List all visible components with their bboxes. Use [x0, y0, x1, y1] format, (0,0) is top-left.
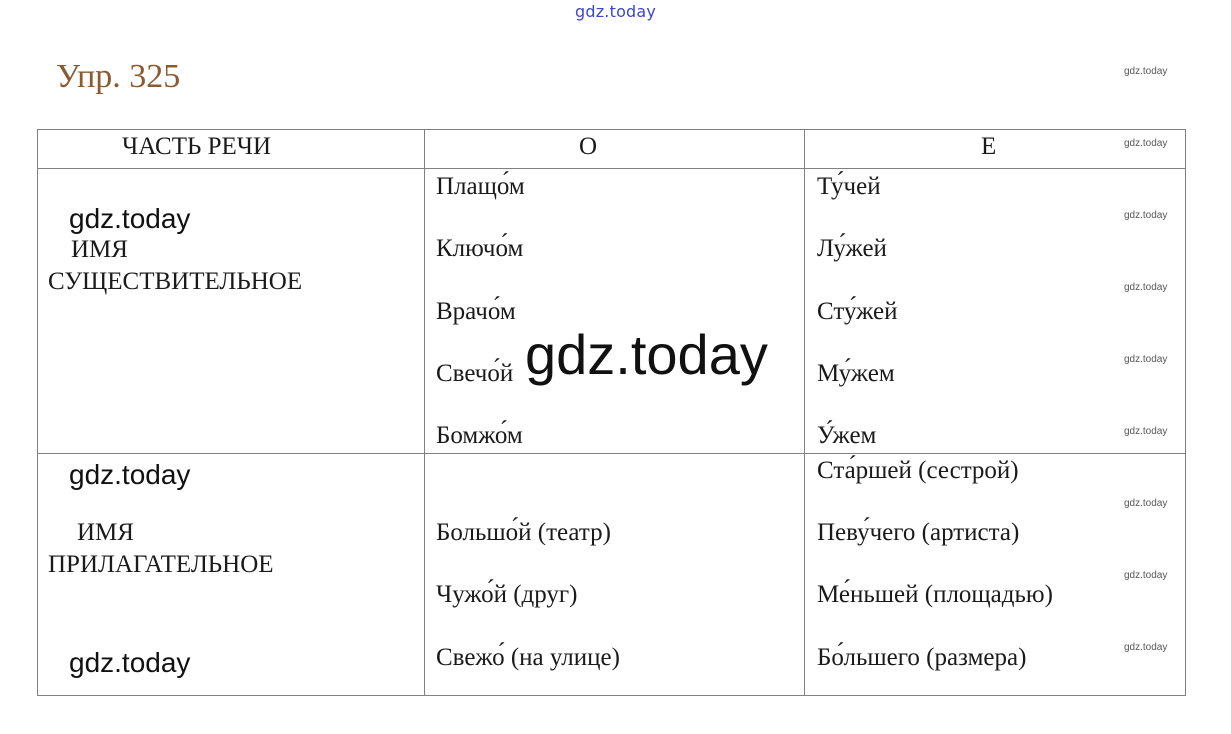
part-of-speech-label: ИМЯ	[71, 236, 128, 263]
table-border-right	[1185, 129, 1186, 696]
o-word: Ключо́м	[436, 235, 524, 262]
watermark-small: gdz.today	[1124, 138, 1168, 149]
watermark-small: gdz.today	[1124, 570, 1168, 581]
part-of-speech-label: СУЩЕСТВИТЕЛЬНОЕ	[48, 268, 303, 295]
o-word: Бомжо́м	[436, 422, 523, 449]
watermark-small: gdz.today	[1124, 282, 1168, 293]
table-header-divider	[37, 168, 1186, 169]
o-word: Свежо́ (на улице)	[436, 644, 620, 671]
e-word: Певу́чего (артиста)	[817, 519, 1020, 546]
header-part-of-speech: ЧАСТЬ РЕЧИ	[122, 133, 272, 160]
watermark-small: gdz.today	[1124, 426, 1168, 437]
watermark-large: gdz.today	[525, 323, 768, 386]
e-word: Сту́жей	[817, 298, 898, 325]
e-word: Ста́ршей (сестрой)	[817, 457, 1019, 484]
table-column-divider	[804, 129, 805, 696]
e-word: У́жем	[817, 422, 877, 449]
header-o: О	[579, 133, 598, 160]
watermark-small: gdz.today	[1124, 210, 1168, 221]
o-word: Чужо́й (друг)	[436, 581, 578, 608]
o-word: Врачо́м	[436, 298, 516, 325]
e-word: Му́жем	[817, 360, 895, 387]
o-word: Свечо́й	[436, 360, 514, 387]
table-border-top	[37, 129, 1186, 130]
watermark-medium: gdz.today	[69, 459, 191, 490]
part-of-speech-label: ИМЯ	[77, 519, 134, 546]
watermark-medium: gdz.today	[69, 203, 191, 234]
part-of-speech-label: ПРИЛАГАТЕЛЬНОЕ	[48, 551, 274, 578]
table-border-bottom	[37, 695, 1186, 696]
exercise-title: Упр. 325	[56, 58, 181, 95]
e-word: Лу́жей	[817, 235, 887, 262]
table-row-divider	[37, 453, 1186, 454]
header-e: Е	[981, 133, 997, 160]
watermark-top: gdz.today	[575, 2, 657, 21]
watermark-small: gdz.today	[1124, 354, 1168, 365]
table-column-divider	[424, 129, 425, 696]
watermark-medium: gdz.today	[69, 647, 191, 678]
watermark-small: gdz.today	[1124, 498, 1168, 509]
table-border-left	[37, 129, 38, 696]
e-word: Ме́ньшей (площадью)	[817, 581, 1053, 608]
watermark-small: gdz.today	[1124, 642, 1168, 653]
o-word: Плащо́м	[436, 173, 525, 200]
e-word: Бо́льшего (размера)	[817, 644, 1027, 671]
o-word: Большо́й (театр)	[436, 519, 611, 546]
watermark-small: gdz.today	[1124, 66, 1168, 77]
e-word: Ту́чей	[817, 173, 881, 200]
